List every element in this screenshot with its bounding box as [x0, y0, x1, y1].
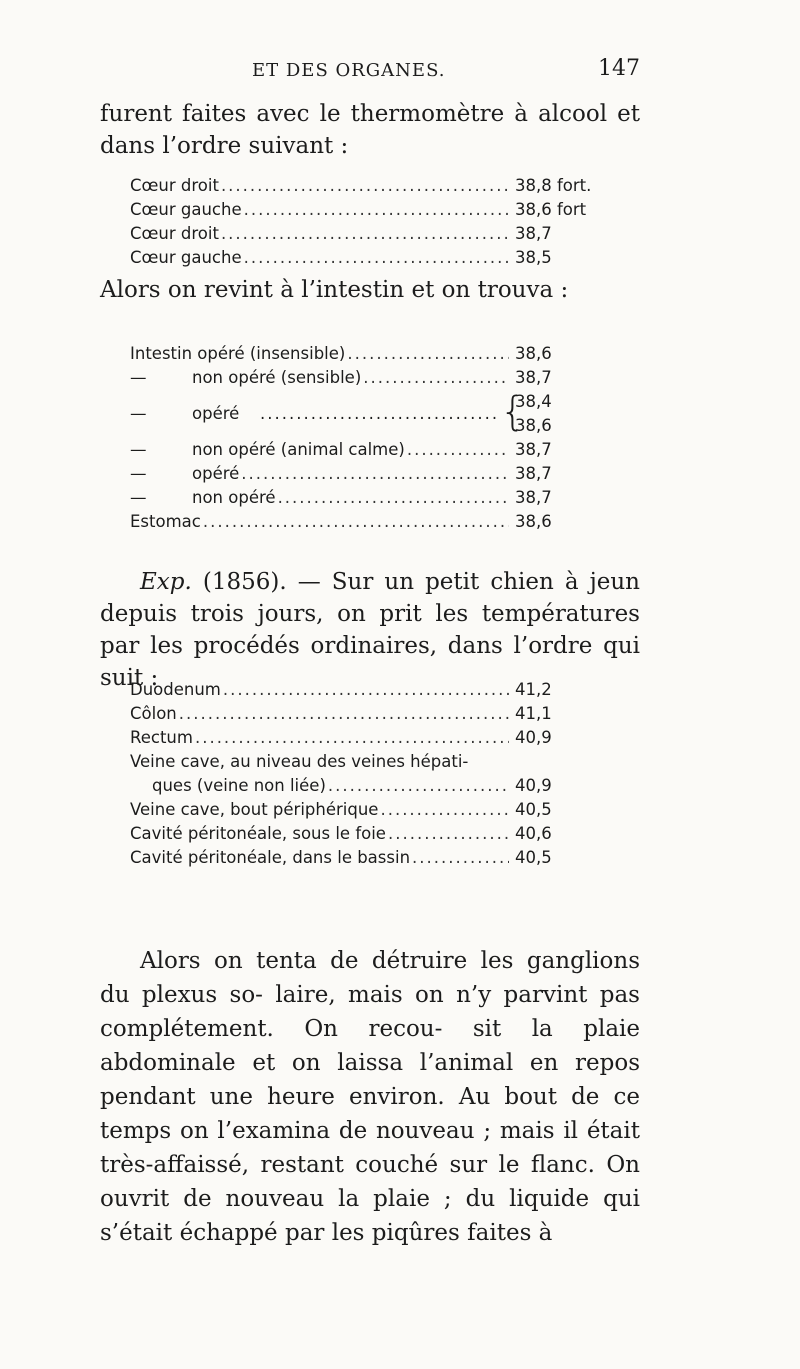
table-row	[130, 510, 640, 534]
table-row	[130, 366, 640, 390]
row-value: 40,9	[515, 776, 552, 795]
row-value: 38,7	[515, 440, 552, 459]
page-number: 147	[598, 56, 640, 81]
row-label: Cavité péritonéale, dans le bassin	[130, 848, 411, 867]
running-header	[100, 56, 640, 88]
table-row	[130, 174, 640, 198]
table-row	[130, 798, 640, 822]
temperature-table-1	[130, 174, 640, 270]
row-value: 41,1	[515, 704, 552, 723]
row-label: Cœur gauche	[130, 248, 242, 267]
table-row	[130, 774, 640, 798]
row-value: 38,4	[515, 392, 552, 411]
row-label: Cœur droit	[130, 224, 219, 243]
table-row	[130, 462, 640, 486]
table-row	[130, 486, 640, 510]
row-label: Veine cave, bout périphérique	[130, 800, 379, 819]
paragraph-3	[100, 566, 640, 694]
row-label: Cœur gauche	[130, 200, 242, 219]
table-row	[130, 702, 640, 726]
row-value: 38,7	[515, 464, 552, 483]
row-value: 38,6	[515, 416, 552, 435]
row-value: 38,5	[515, 248, 552, 267]
exp-label: Exp.	[140, 569, 192, 595]
temperature-table-2	[130, 342, 640, 534]
row-label: non opéré (sensible)	[192, 368, 362, 387]
paragraph-2: Alors on revint à l’intestin et on trouva :	[100, 277, 569, 303]
row-value: 40,9	[515, 728, 552, 747]
row-label: non opéré	[192, 488, 276, 507]
row-label: opéré	[192, 464, 240, 483]
ditto-dash: —	[130, 464, 147, 483]
table-row	[130, 246, 640, 270]
row-label: Cœur droit	[130, 176, 219, 195]
table-row	[130, 846, 640, 870]
row-label: Veine cave, au niveau des veines hépati-	[130, 752, 469, 771]
row-label: non opéré (animal calme)	[192, 440, 405, 459]
table-row	[130, 822, 640, 846]
row-label: Duodenum	[130, 680, 221, 699]
ditto-dash: —	[130, 404, 147, 423]
row-label: Cavité péritonéale, sous le foie	[130, 824, 386, 843]
row-value: 40,5	[515, 848, 552, 867]
table-row	[130, 342, 640, 366]
table-row	[130, 750, 640, 774]
row-value: 38,8 fort.	[515, 176, 592, 195]
table-row	[130, 438, 640, 462]
row-value: 38,6	[515, 512, 552, 531]
row-label: Côlon	[130, 704, 177, 723]
ditto-dash: —	[130, 488, 147, 507]
row-label: Rectum	[130, 728, 193, 747]
temperature-table-3	[130, 678, 640, 870]
row-value: 38,7	[515, 488, 552, 507]
row-label: Intestin opéré (insensible)	[130, 344, 346, 363]
paragraph-1: furent faites avec le thermomètre à alcool et dans l’ordre suivant :	[100, 101, 640, 159]
table-row	[130, 726, 640, 750]
table-row	[130, 198, 640, 222]
row-label: Estomac	[130, 512, 201, 531]
row-value: 38,6	[515, 344, 552, 363]
paragraph-3-text: (1856). — Sur un petit chien à jeun depuis trois jours, on prit les températures par les procédés ordinaires, dans l’ordre qui suit :	[100, 569, 640, 691]
ditto-dash: —	[130, 368, 147, 387]
paragraph-4: Alors on tenta de détruire les ganglions du plexus so- laire, mais on n’y parvint pas complétement. On recou- sit la plaie abdominale et on laissa l’animal en repos pendant une heure environ. Au bout de ce temps on l’examina de nouveau ; mais il était très-affaissé, restant couché sur le flanc. On ouvrit de nouveau la plaie ; du liquide qui s’était échappé par les piqûres faites à	[100, 948, 640, 1246]
row-value: 40,6	[515, 824, 552, 843]
row-value: 41,2	[515, 680, 552, 699]
row-value: 38,7	[515, 368, 552, 387]
header-title: ET DES ORGANES.	[252, 60, 446, 81]
table-row	[130, 678, 640, 702]
ditto-dash: —	[130, 440, 147, 459]
row-label: opéré	[192, 404, 240, 423]
row-value: 40,5	[515, 800, 552, 819]
table-row-braced	[130, 390, 640, 438]
row-label: ques (veine non liée)	[152, 776, 326, 795]
row-value: 38,7	[515, 224, 552, 243]
brace-icon: {	[500, 389, 526, 435]
row-value: 38,6 fort	[515, 200, 587, 219]
table-row	[130, 222, 640, 246]
